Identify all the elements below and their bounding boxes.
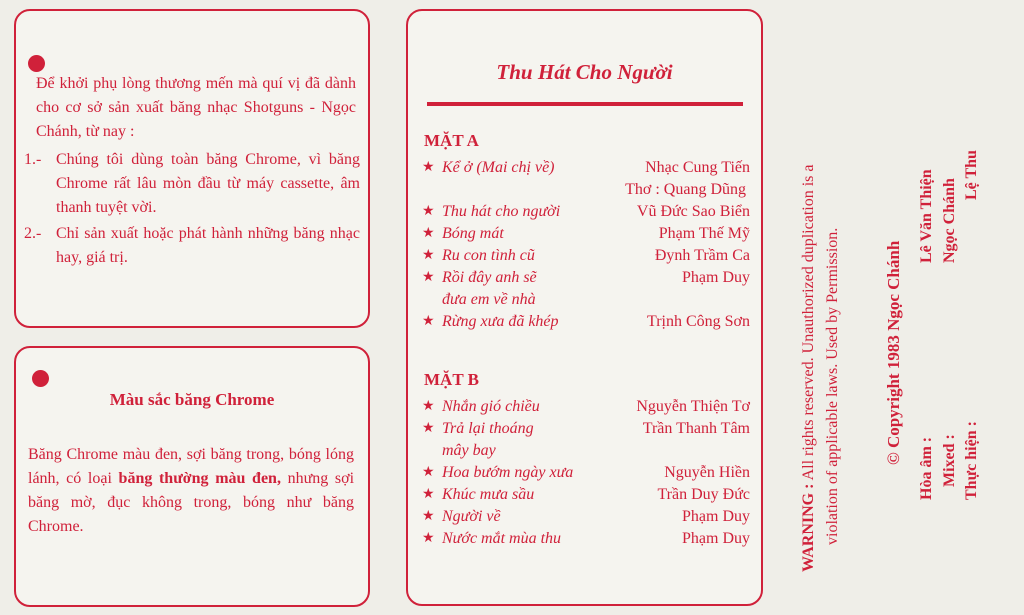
star-icon: ★ xyxy=(422,509,435,524)
point-text: Chỉ sản xuất hoặc phát hành những băng nhạc hay, giá trị. xyxy=(56,225,360,266)
notice-point-2 xyxy=(24,222,360,270)
copyright-notice: © Copyright 1983 Ngọc Chánh xyxy=(884,240,903,465)
warning-line-1 xyxy=(800,165,818,573)
track-continuation: Thơ : Quang Dũng xyxy=(625,181,746,198)
star-icon: ★ xyxy=(422,226,435,241)
track-row xyxy=(422,462,750,484)
song-artist: Vũ Đức Sao Biển xyxy=(636,203,750,220)
credit-name-mixing: Lê Văn Thiện xyxy=(918,169,935,263)
song-title: Trả lại thoáng xyxy=(442,420,534,437)
song-title: Hoa bướm ngày xưa xyxy=(442,464,574,481)
side-b-label: MẶT B xyxy=(424,370,479,389)
track-row xyxy=(422,506,750,528)
warning-text: All rights reserved. Unauthorized duplication is a xyxy=(800,164,817,481)
star-icon: ★ xyxy=(422,160,435,175)
song-title: Rừng xưa đã khép xyxy=(442,313,559,330)
warning-label: WARNING : xyxy=(800,483,817,572)
credit-role-mixing: Hòa âm : xyxy=(918,436,935,500)
credit-name-mixed: Ngọc Chánh xyxy=(941,178,958,263)
star-icon: ★ xyxy=(422,270,435,285)
song-artist: Phạm Thế Mỹ xyxy=(658,225,750,242)
song-artist: Nhạc Cung Tiến xyxy=(645,159,750,176)
point-number: 1.- xyxy=(24,151,42,168)
warning-line-2: violation of applicable laws. Used by Permission. xyxy=(824,227,841,545)
body-text: Băng Chrome màu đen, sợi băng trong, bóng lóng lánh, có loại xyxy=(28,446,354,487)
star-icon: ★ xyxy=(422,465,435,480)
point-text: Chúng tôi dùng toàn băng Chrome, vì băng Chrome rất lâu mòn đầu từ máy cassette, âm thanh tuyệt vời. xyxy=(56,151,360,216)
notice-point-1 xyxy=(24,148,360,220)
star-icon: ★ xyxy=(422,531,435,546)
track-row xyxy=(422,484,750,506)
track-row xyxy=(422,418,750,440)
song-title: Nhắn gió chiều xyxy=(442,398,540,415)
chrome-panel-body xyxy=(28,443,354,539)
song-title: Rồi đây anh sẽ xyxy=(442,269,537,286)
notice-intro: Để khởi phụ lòng thương mến mà quí vị đã dành cho cơ sở sản xuất băng nhạc Shotguns - Ngọc Chánh, từ nay : xyxy=(36,75,356,140)
song-title: Khúc mưa sầu xyxy=(442,486,535,503)
song-title: Ru con tình cũ xyxy=(442,247,535,264)
song-artist: Phạm Duy xyxy=(682,530,750,547)
track-row xyxy=(422,311,750,333)
song-artist: Trịnh Công Sơn xyxy=(646,313,750,330)
body-bold-text: băng thường màu đen, xyxy=(118,470,281,487)
song-title: Kể ở (Mai chị về) xyxy=(442,159,555,176)
track-continuation: đưa em về nhà xyxy=(442,291,536,308)
bullet-dot-icon xyxy=(32,370,49,387)
song-title: Thu hát cho người xyxy=(442,203,561,220)
side-a-label: MẶT A xyxy=(424,131,479,150)
credit-role-producer: Thực hiện : xyxy=(963,421,980,500)
song-title: Bóng mát xyxy=(442,225,504,242)
body-text: nhưng sợi băng mờ, đục không trong, bóng như băng Chrome. xyxy=(28,470,355,535)
song-artist: Đynh Trầm Ca xyxy=(654,247,750,264)
star-icon: ★ xyxy=(422,248,435,263)
track-row xyxy=(422,528,750,550)
track-row xyxy=(422,223,750,245)
song-artist: Phạm Duy xyxy=(682,269,750,286)
track-row xyxy=(422,267,750,289)
star-icon: ★ xyxy=(422,421,435,436)
bullet-dot-icon xyxy=(28,55,45,72)
star-icon: ★ xyxy=(422,204,435,219)
star-icon: ★ xyxy=(422,314,435,329)
song-title: Người về xyxy=(442,508,501,525)
album-title: Thu Hát Cho Người xyxy=(496,60,673,84)
title-divider xyxy=(427,102,743,106)
track-row xyxy=(422,396,750,418)
track-continuation: mây bay xyxy=(442,442,496,459)
star-icon: ★ xyxy=(422,487,435,502)
point-number: 2.- xyxy=(24,225,42,242)
credit-role-mixed: Mixed : xyxy=(941,434,958,487)
track-row xyxy=(422,201,750,223)
song-artist: Nguyễn Hiền xyxy=(664,464,750,481)
track-row xyxy=(422,245,750,267)
credit-name-producer: Lệ Thu xyxy=(963,150,980,200)
song-artist: Trần Thanh Tâm xyxy=(642,420,750,437)
song-artist: Nguyễn Thiện Tơ xyxy=(636,398,750,415)
track-row xyxy=(422,157,750,179)
song-artist: Trần Duy Đức xyxy=(657,486,750,503)
star-icon: ★ xyxy=(422,399,435,414)
song-artist: Phạm Duy xyxy=(682,508,750,525)
chrome-panel-title: Màu sắc băng Chrome xyxy=(109,390,275,409)
song-title: Nước mắt mùa thu xyxy=(442,530,562,547)
